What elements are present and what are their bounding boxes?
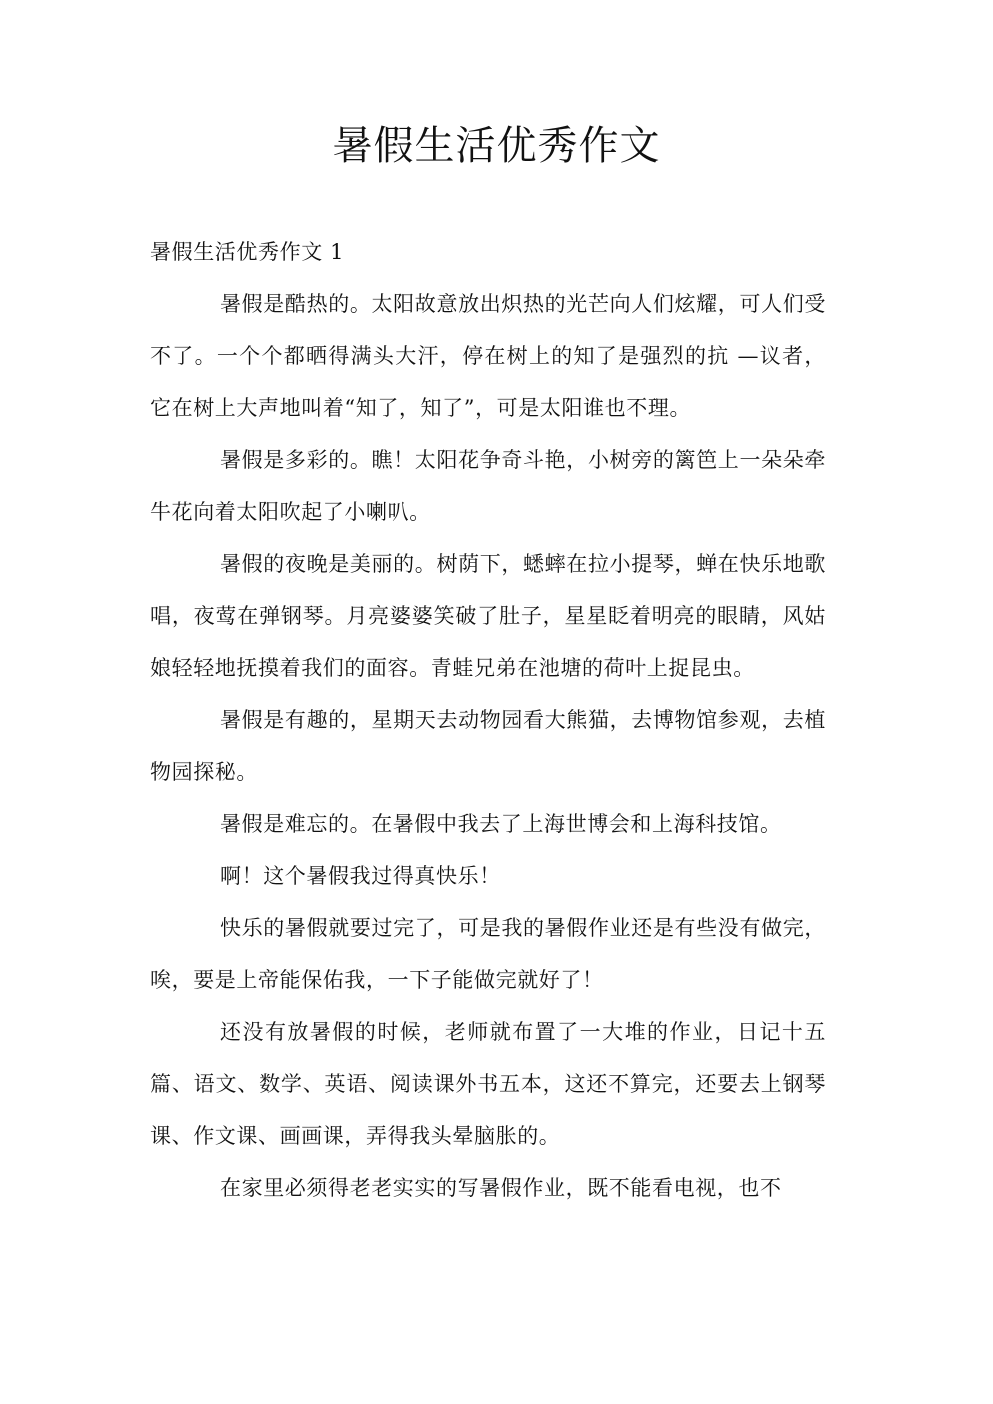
paragraph: 暑假是酷热的。太阳故意放出炽热的光芒向人们炫耀，可人们受不了。一个个都晒得满头大汗，停在树上的知了是强烈的抗 —议者，它在树上大声地叫着“知了，知了”，可是太阳谁也不理。 [150,292,826,420]
paragraph: 暑假是多彩的。瞧！太阳花争奇斗艳，小树旁的篱笆上一朵朵牵牛花向着太阳吹起了小喇叭。 [150,448,826,524]
paragraph: 暑假是有趣的，星期天去动物园看大熊猫，去博物馆参观，去植物园探秘。 [150,708,826,784]
paragraph: 暑假的夜晚是美丽的。树荫下，蟋蟀在拉小提琴，蝉在快乐地歌唱，夜莺在弹钢琴。月亮婆婆笑破了肚子，星星眨着明亮的眼睛，风姑娘轻轻地抚摸着我们的面容。青蛙兄弟在池塘的荷叶上捉昆虫。 [150,552,826,680]
essay-subtitle: 暑假生活优秀作文 1 [150,240,345,264]
paragraph: 暑假是难忘的。在暑假中我去了上海世博会和上海科技馆。 [220,812,782,836]
paragraph: 啊！这个暑假我过得真快乐！ [220,864,501,888]
document-title: 暑假生活优秀作文 [332,123,661,169]
paragraph: 在家里必须得老老实实的写暑假作业，既不能看电视，也不 [220,1176,782,1200]
document-body [150,226,826,1214]
paragraph: 快乐的暑假就要过完了，可是我的暑假作业还是有些没有做完，唉，要是上帝能保佑我，一下子能做完就好了！ [150,916,826,992]
paragraph: 还没有放暑假的时候，老师就布置了一大堆的作业，日记十五篇、语文、数学、英语、阅读课外书五本，这还不算完，还要去上钢琴课、作文课、画画课，弄得我头晕脑胀的。 [150,1020,826,1148]
